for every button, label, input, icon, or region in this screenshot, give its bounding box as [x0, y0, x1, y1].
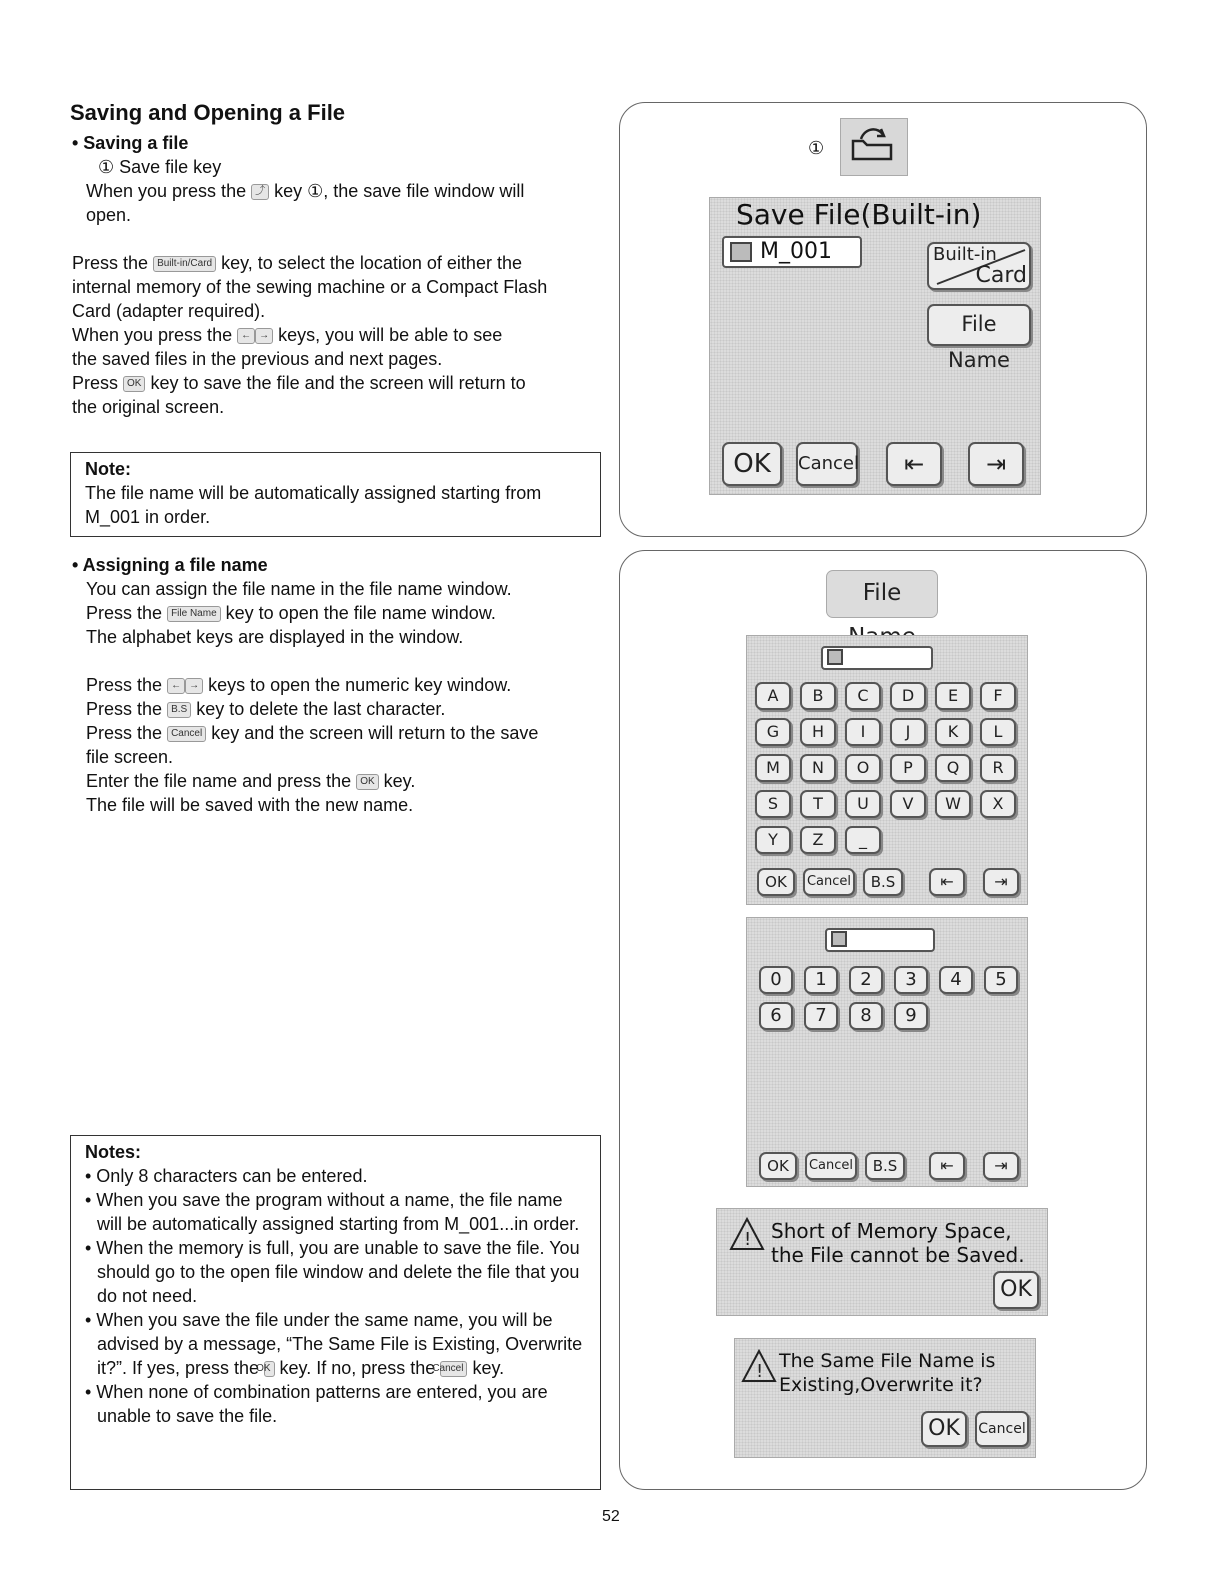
next-page-button[interactable]: [983, 1152, 1019, 1180]
note-line-2: M_001 in order.: [85, 507, 211, 527]
note-box: [70, 452, 601, 537]
prev-page-icon: ←: [167, 678, 185, 694]
prev-page-button[interactable]: [929, 868, 965, 896]
ok-button[interactable]: OK: [722, 442, 782, 486]
notes-item-1: • Only 8 characters can be entered.: [85, 1166, 368, 1186]
notes-item-2: • When you save the program without a name, the file name will be automatically assigned starting from M_001...in order.: [85, 1190, 580, 1234]
letter-key-21[interactable]: V: [890, 790, 926, 818]
letter-key-18[interactable]: S: [755, 790, 791, 818]
letter-key-10[interactable]: K: [935, 718, 971, 746]
arrow-left-icon: ⇤: [940, 872, 954, 891]
letter-key-14[interactable]: O: [845, 754, 881, 782]
name-entry-field[interactable]: [825, 928, 935, 952]
letter-key-6[interactable]: G: [755, 718, 791, 746]
notes-item-4: • When you save the file under the same name, you will be advised by a message, “The Same File is Existing, Overwrite it?”. If yes, press the OK key. If no, press the Cancel key.: [85, 1310, 583, 1378]
memory-warning-dialog: [716, 1208, 1048, 1316]
note-line-1: The file name will be automatically assigned starting from: [85, 483, 542, 503]
saving-paragraph-1: When you press the ⤴ key ①, the save file window will open.: [86, 181, 525, 225]
folder-arrow-icon: [841, 119, 907, 175]
letter-key-5[interactable]: F: [980, 682, 1016, 710]
digit-key-9[interactable]: 9: [894, 1002, 928, 1030]
filename-field[interactable]: [722, 236, 862, 268]
warning-icon: [729, 1217, 765, 1251]
next-page-button[interactable]: [983, 868, 1019, 896]
letter-key-12[interactable]: M: [755, 754, 791, 782]
notes-item-3: • When the memory is full, you are unable to save the file. You should go to the open file window and delete the file that you do not need.: [85, 1238, 580, 1306]
cancel-key-inline: Cancel: [167, 726, 206, 742]
notes-item-5: • When none of combination patterns are entered, you are unable to save the file.: [85, 1382, 548, 1426]
assign-paragraph: You can assign the file name in the file name window. Press the File Name key to open the file name window. The alphabet keys are displayed in the window. Press the ← → keys to open the numeric key window. Press the B.S key to delete the last character. Press the Cancel key and the screen will return to the save file screen. Enter the file name and press the OK key. The file will be saved with the new name.: [86, 579, 539, 815]
name-entry-field[interactable]: [821, 646, 933, 670]
backspace-button[interactable]: B.S: [865, 1152, 905, 1180]
file-name-key-inline: File Name: [167, 606, 221, 622]
numeric-key-screen: [746, 917, 1028, 1187]
save-file-icon: ⤴: [251, 184, 269, 200]
callout-save-key: ① Save file key: [98, 157, 222, 177]
ok-button[interactable]: OK: [921, 1411, 967, 1447]
page-number: 52: [602, 1508, 620, 1525]
file-name-button[interactable]: File Name: [927, 304, 1031, 346]
cancel-button[interactable]: Cancel: [805, 1152, 857, 1180]
letter-key-11[interactable]: L: [980, 718, 1016, 746]
digit-key-5[interactable]: 5: [984, 966, 1018, 994]
ok-button[interactable]: OK: [757, 868, 795, 896]
save-screen-title: Save File(Built-in): [736, 198, 982, 231]
svg-text:!: !: [756, 1361, 764, 1382]
arrow-left-icon: ⇤: [903, 450, 925, 478]
letter-key-3[interactable]: D: [890, 682, 926, 710]
svg-text:!: !: [744, 1229, 752, 1250]
backspace-button[interactable]: B.S: [863, 868, 903, 896]
file-icon: [730, 242, 752, 262]
save-file-key-icon[interactable]: [840, 118, 908, 176]
digit-key-8[interactable]: 8: [849, 1002, 883, 1030]
letter-key-2[interactable]: C: [845, 682, 881, 710]
letter-key-16[interactable]: Q: [935, 754, 971, 782]
arrow-left-icon: ⇤: [940, 1156, 954, 1175]
file-name-key[interactable]: File: [826, 570, 938, 618]
warning-icon: [741, 1349, 777, 1383]
ok-key-inline: OK: [123, 376, 145, 392]
letter-key-1[interactable]: B: [800, 682, 836, 710]
page-title: Saving and Opening a File: [70, 100, 346, 125]
ok-button[interactable]: OK: [993, 1271, 1039, 1309]
letter-key-20[interactable]: U: [845, 790, 881, 818]
builtin-card-key: Built-in/Card: [153, 256, 216, 272]
overwrite-dialog: [734, 1338, 1036, 1458]
digit-key-7[interactable]: 7: [804, 1002, 838, 1030]
bs-key-inline: B.S: [167, 702, 191, 718]
cancel-key-inline: Cancel: [440, 1361, 467, 1377]
alphabet-key-screen: [746, 635, 1028, 905]
letter-key-22[interactable]: W: [935, 790, 971, 818]
callout-marker: ①: [808, 138, 825, 158]
notes-box: [70, 1135, 601, 1490]
letter-key-26[interactable]: _: [845, 826, 881, 854]
arrow-right-icon: ⇥: [985, 450, 1007, 478]
letter-key-9[interactable]: J: [890, 718, 926, 746]
letter-key-24[interactable]: Y: [755, 826, 791, 854]
builtin-card-button[interactable]: Built-in Card: [927, 242, 1031, 290]
ok-key-inline: OK: [356, 774, 378, 790]
digit-key-0[interactable]: 0: [759, 966, 793, 994]
save-file-screen: [709, 197, 1041, 495]
memory-warning-text: Short of Memory Space, the File cannot be Saved.: [771, 1219, 1025, 1267]
cancel-button[interactable]: Cancel: [975, 1411, 1029, 1447]
note-title: Note:: [85, 459, 131, 479]
notes-title: Notes:: [85, 1142, 142, 1162]
prev-page-button[interactable]: [929, 1152, 965, 1180]
letter-key-15[interactable]: P: [890, 754, 926, 782]
prev-page-icon: ←: [237, 328, 255, 344]
overwrite-text: The Same File Name is Existing,Overwrite it?: [779, 1350, 996, 1396]
digit-key-2[interactable]: 2: [849, 966, 883, 994]
letter-key-8[interactable]: I: [845, 718, 881, 746]
letter-key-17[interactable]: R: [980, 754, 1016, 782]
next-page-button[interactable]: [968, 442, 1024, 486]
arrow-right-icon: ⇥: [994, 1156, 1008, 1175]
ok-button[interactable]: OK: [759, 1152, 797, 1180]
arrow-right-icon: ⇥: [994, 872, 1008, 891]
subtitle-saving: • Saving a file: [72, 133, 189, 153]
saving-paragraph-2: Press the Built-in/Card key, to select the location of either the internal memory of the sewing machine or a Compact Flash Card (adapter required). When you press the ← → keys, you will be able to see the saved files in the previous and next pages. Press OK key to save the file and the screen will return to the original screen.: [72, 253, 548, 417]
letter-key-13[interactable]: N: [800, 754, 836, 782]
subtitle-assign: • Assigning a file name: [72, 555, 268, 575]
digit-key-1[interactable]: 1: [804, 966, 838, 994]
letter-key-19[interactable]: T: [800, 790, 836, 818]
letter-key-23[interactable]: X: [980, 790, 1016, 818]
digit-key-6[interactable]: 6: [759, 1002, 793, 1030]
ok-key-inline: OK: [264, 1361, 274, 1377]
next-page-icon: →: [185, 678, 203, 694]
letter-key-4[interactable]: E: [935, 682, 971, 710]
file-icon: [827, 649, 843, 665]
cancel-button[interactable]: Cancel: [803, 868, 855, 896]
letter-key-7[interactable]: H: [800, 718, 836, 746]
next-page-icon: →: [255, 328, 273, 344]
filename-value: M_001: [760, 239, 832, 264]
letter-key-25[interactable]: Z: [800, 826, 836, 854]
digit-key-3[interactable]: 3: [894, 966, 928, 994]
digit-key-4[interactable]: 4: [939, 966, 973, 994]
file-icon: [831, 931, 847, 947]
prev-page-button[interactable]: [886, 442, 942, 486]
letter-key-0[interactable]: A: [755, 682, 791, 710]
cancel-button[interactable]: Cancel: [796, 442, 858, 486]
